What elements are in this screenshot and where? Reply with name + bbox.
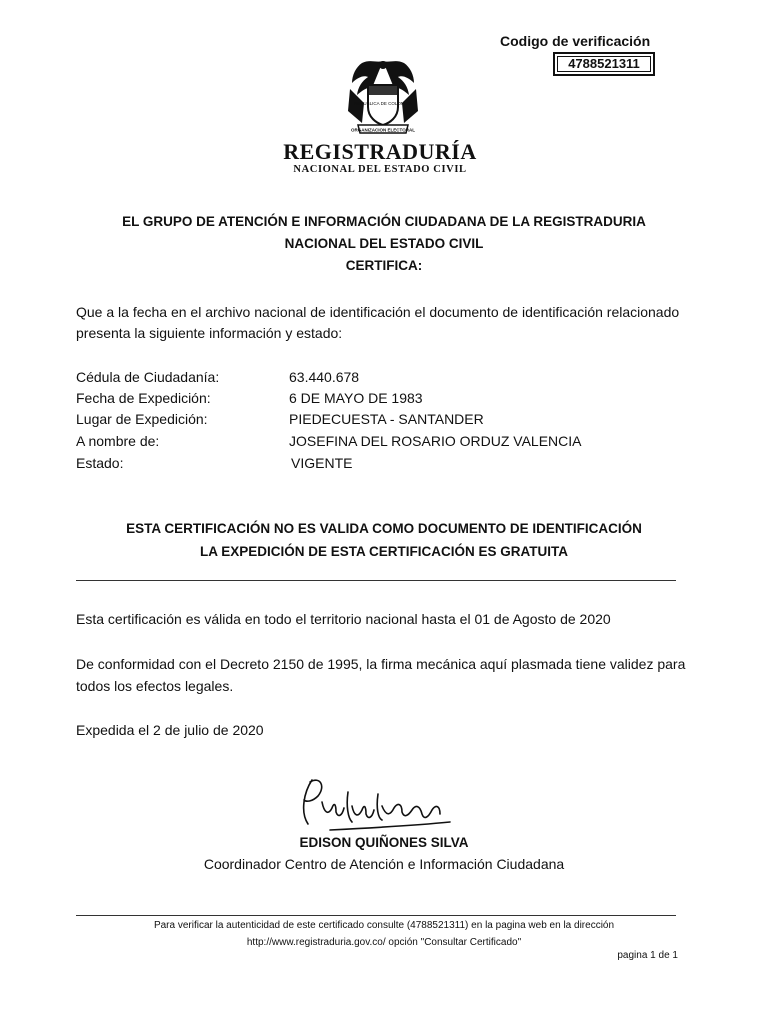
heading-line-1: EL GRUPO DE ATENCIÓN E INFORMACIÓN CIUDADANA DE LA REGISTRADURIA <box>122 214 646 229</box>
field-label-nombre: A nombre de: <box>76 433 160 449</box>
field-label-cedula: Cédula de Ciudadanía: <box>76 369 220 385</box>
divider-bottom <box>76 915 676 916</box>
decree-line-2: todos los efectos legales. <box>76 678 234 694</box>
verification-label: Codigo de verificación <box>500 33 651 49</box>
logo-wordmark <box>280 140 480 176</box>
seal-text-republic: REPUBLICA DE COLOMBIA <box>354 101 412 106</box>
footer-line-2: http://www.registraduria.gov.co/ opción "Consultar Certificado" <box>246 937 522 948</box>
field-label-estado: Estado: <box>76 455 124 471</box>
decree-line-1: De conformidad con el Decreto 2150 de 1995, la firma mecánica aquí plasmada tiene validez para <box>76 656 686 672</box>
field-value-estado: VIGENTE <box>291 455 353 471</box>
intro-line-1: Que a la fecha en el archivo nacional de identificación el documento de identificación relacionado <box>76 304 680 320</box>
field-value-fecha: 6 DE MAYO DE 1983 <box>289 390 423 406</box>
footer-line-1: Para verificar la autenticidad de este certificado consulte (4788521311) en la pagina web en la dirección <box>153 920 615 931</box>
notice-line-1: ESTA CERTIFICACIÓN NO ES VALIDA COMO DOCUMENTO DE IDENTIFICACIÓN <box>126 521 642 536</box>
seal-text-organizacion: ORGANIZACION ELECTORAL <box>351 127 415 133</box>
field-label-lugar: Lugar de Expedición: <box>76 411 208 427</box>
field-label-fecha: Fecha de Expedición: <box>76 390 211 406</box>
issued-date: Expedida el 2 de julio de 2020 <box>76 722 264 738</box>
field-value-lugar: PIEDECUESTA - SANTANDER <box>289 411 484 427</box>
coat-of-arms-icon <box>340 55 426 141</box>
logo-name: REGISTRADURÍA <box>283 139 477 164</box>
intro-line-2: presenta la siguiente información y estado: <box>76 325 343 341</box>
page-number: pagina 1 de 1 <box>617 950 678 961</box>
logo-subname: NACIONAL DEL ESTADO CIVIL <box>293 164 467 175</box>
signer-name: EDISON QUIÑONES SILVA <box>299 835 469 850</box>
heading-line-2: NACIONAL DEL ESTADO CIVIL <box>284 236 484 251</box>
validity-text: Esta certificación es válida en todo el territorio nacional hasta el 01 de Agosto de 2020 <box>76 611 611 627</box>
verification-code-box: 4788521311 <box>553 52 655 76</box>
field-value-nombre: JOSEFINA DEL ROSARIO ORDUZ VALENCIA <box>289 433 582 449</box>
notice-line-2: LA EXPEDICIÓN DE ESTA CERTIFICACIÓN ES GRATUITA <box>199 544 568 559</box>
signer-title: Coordinador Centro de Atención e Información Ciudadana <box>203 856 565 872</box>
field-value-cedula: 63.440.678 <box>289 369 360 385</box>
signature-icon <box>290 772 470 840</box>
heading-certifica: CERTIFICA: <box>345 258 423 273</box>
divider-top <box>76 580 676 581</box>
